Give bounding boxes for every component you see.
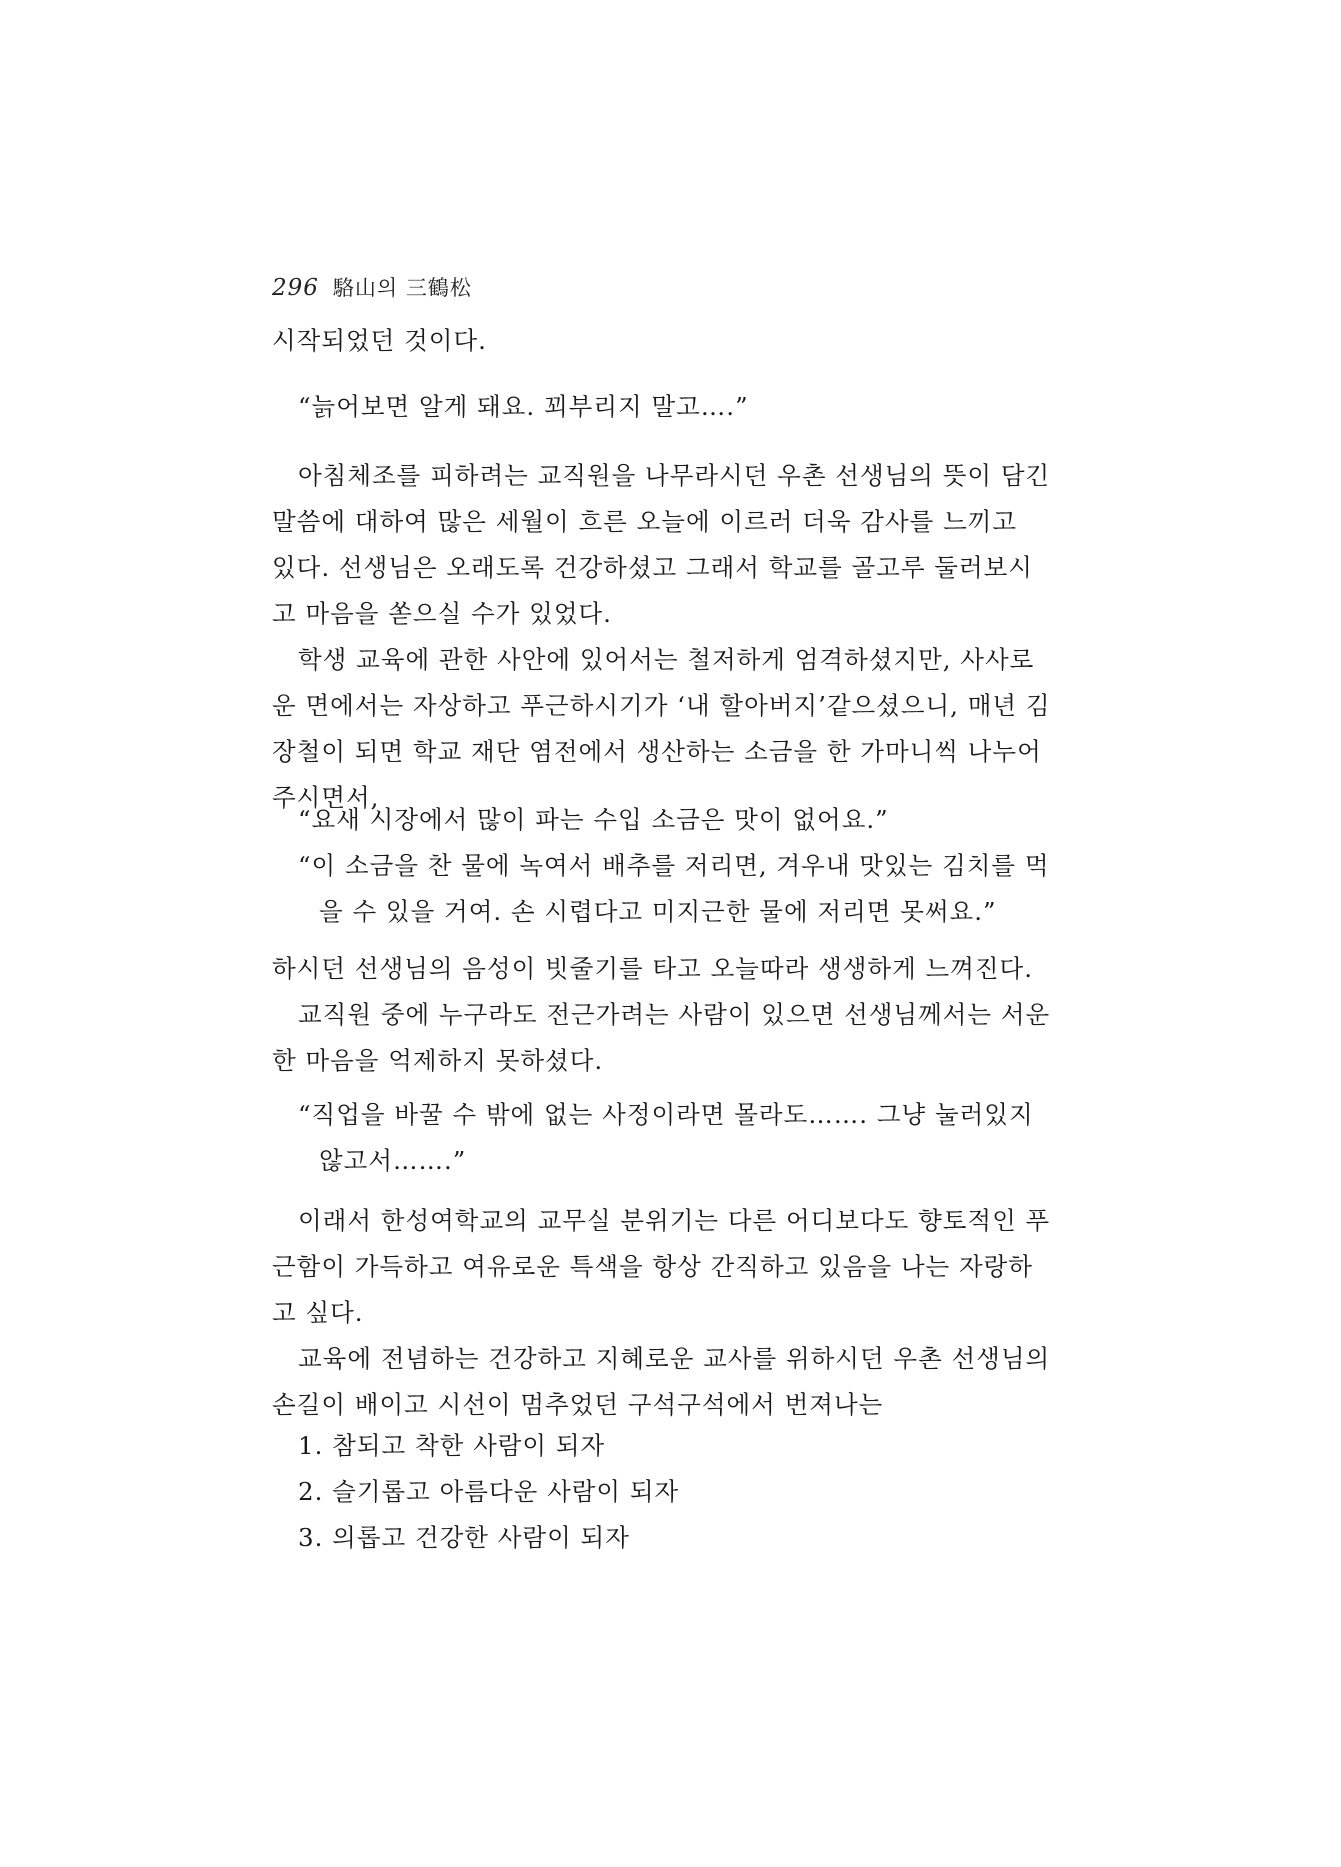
page-header — [272, 272, 472, 302]
quote-line: 않고서…….” — [319, 1146, 467, 1175]
text-line: 시작되었던 것이다. — [272, 326, 487, 355]
paragraph — [272, 453, 1084, 821]
quote-line: 을 수 있을 거여. 손 시렵다고 미지근한 물에 저리면 못써요.” — [319, 897, 997, 926]
text-line: 손길이 배이고 시선이 멈추었던 구석구석에서 번져나는 — [272, 1390, 884, 1419]
text-line: 교직원 중에 누구라도 전근가려는 사람이 있으면 선생님께서는 서운 — [298, 1000, 1051, 1029]
page-number: 296 — [272, 275, 319, 301]
paragraph — [272, 946, 1084, 1084]
text-line: 교육에 전념하는 건강하고 지혜로운 교사를 위하시던 우촌 선생님의 — [298, 1344, 1051, 1373]
motto-list — [272, 1423, 1084, 1561]
text-line: 고 마음을 쏟으실 수가 있었다. — [272, 599, 612, 628]
list-item: 3. 의롭고 건강한 사람이 되자 — [298, 1523, 630, 1552]
quote-block — [272, 1092, 1084, 1184]
paragraph — [272, 1198, 1084, 1428]
quote-line: “직업을 바꿀 수 밖에 없는 사정이라면 몰라도……. 그냥 눌러있지 — [298, 1100, 1034, 1129]
quote-block — [272, 797, 1084, 935]
text-line: 주시면서, — [272, 783, 380, 812]
text-line: 하시던 선생님의 음성이 빗줄기를 타고 오늘따라 생생하게 느껴진다. — [272, 954, 1033, 983]
quote-line: “이 소금을 찬 물에 녹여서 배추를 저리면, 겨우내 맛있는 김치를 먹 — [298, 851, 1050, 880]
text-line: 고 싶다. — [272, 1298, 364, 1327]
quote-line: “요새 시장에서 많이 파는 수입 소금은 맛이 없어요.” — [298, 805, 889, 834]
text-line: 운 면에서는 자상하고 푸근하시기가 ‘내 할아버지’같으셨으니, 매년 김 — [272, 691, 1051, 720]
text-line: 이래서 한성여학교의 교무실 분위기는 다른 어디보다도 향토적인 푸 — [298, 1206, 1051, 1235]
text-line: 말씀에 대하여 많은 세월이 흐른 오늘에 이르러 더욱 감사를 느끼고 — [272, 507, 1018, 536]
text-line: 장철이 되면 학교 재단 염전에서 생산하는 소금을 한 가마니씩 나누어 — [272, 737, 1042, 766]
text-line: 한 마음을 억제하지 못하셨다. — [272, 1046, 604, 1075]
quote-line: “늙어보면 알게 돼요. 꾀부리지 말고….” — [298, 392, 749, 421]
list-item: 2. 슬기롭고 아름다운 사람이 되자 — [298, 1477, 680, 1506]
quote-block — [272, 384, 1084, 430]
text-line: 아침체조를 피하려는 교직원을 나무라시던 우촌 선생님의 뜻이 담긴 — [298, 461, 1051, 490]
text-line: 근함이 가득하고 여유로운 특색을 항상 간직하고 있음을 나는 자랑하 — [272, 1252, 1033, 1281]
text-line: 학생 교육에 관한 사안에 있어서는 철저하게 엄격하셨지만, 사사로 — [298, 645, 1035, 674]
text-line: 있다. 선생님은 오래도록 건강하셨고 그래서 학교를 골고루 둘러보시 — [272, 553, 1033, 582]
list-item: 1. 참되고 착한 사람이 되자 — [298, 1431, 606, 1460]
running-title: 駱山의 三鶴松 — [332, 276, 472, 300]
paragraph-continuation — [272, 318, 1084, 364]
